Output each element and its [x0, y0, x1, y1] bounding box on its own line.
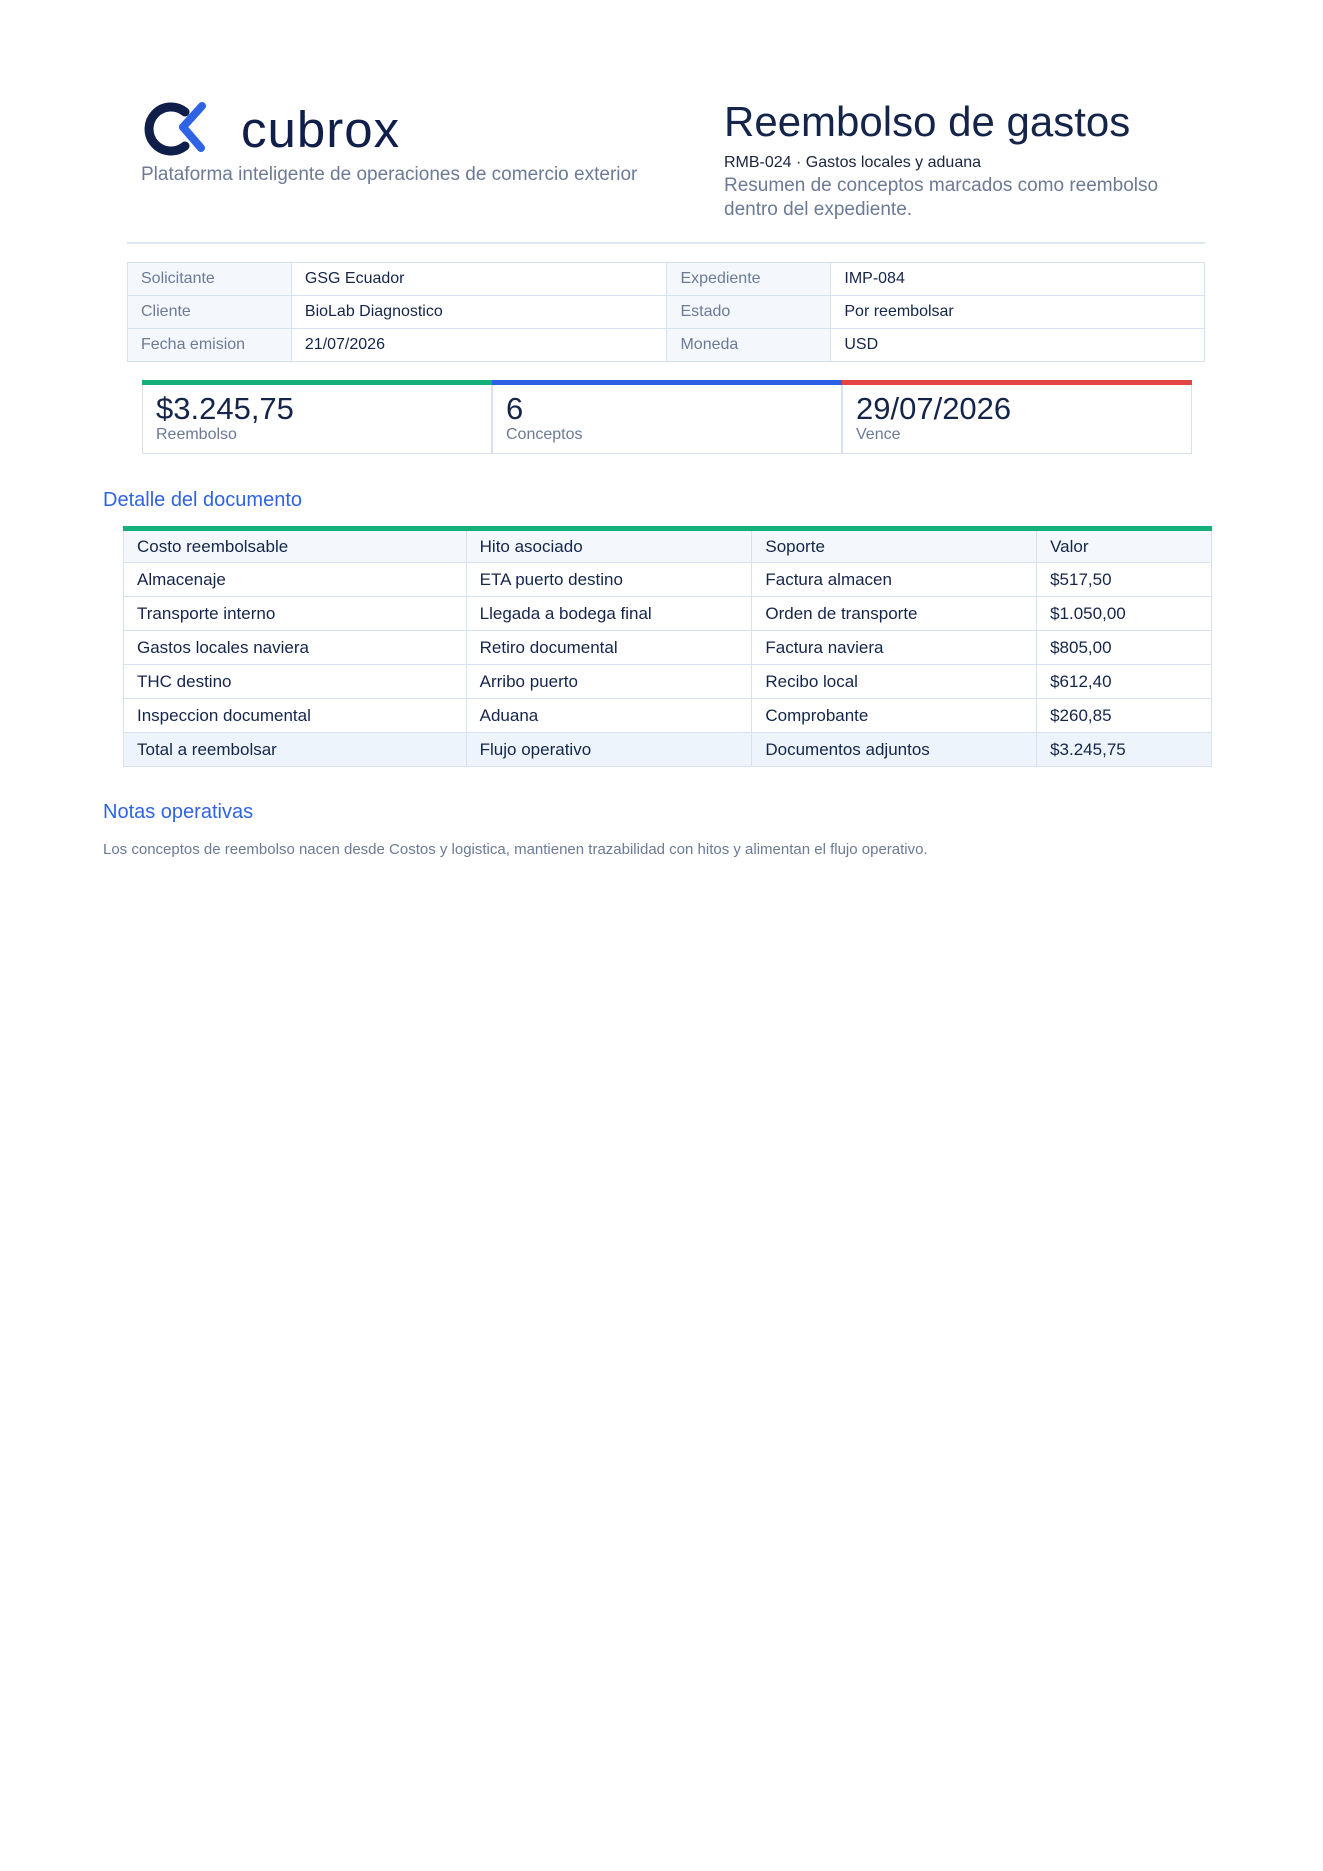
table-cell: $805,00 [1037, 631, 1212, 665]
table-cell: Comprobante [752, 699, 1037, 733]
meta-value: USD [831, 329, 1205, 362]
document-header [127, 96, 1205, 244]
total-cell: Documentos adjuntos [752, 733, 1037, 767]
detail-table [123, 526, 1212, 767]
cubrox-logo-icon [141, 96, 219, 162]
table-cell: Transporte interno [124, 597, 467, 631]
metadata-row [128, 263, 1205, 296]
table-row [124, 597, 1212, 631]
table-cell: THC destino [124, 665, 467, 699]
kpi-value: 29/07/2026 [856, 391, 1012, 426]
metadata-row [128, 296, 1205, 329]
table-cell: Gastos locales naviera [124, 631, 467, 665]
kpi-value: $3.245,75 [156, 391, 294, 426]
kpi-conceptos [492, 380, 842, 454]
table-row [124, 699, 1212, 733]
title-block [724, 96, 1194, 222]
column-header: Hito asociado [466, 529, 752, 563]
meta-value: IMP-084 [831, 263, 1205, 296]
table-cell: Recibo local [752, 665, 1037, 699]
total-cell: $3.245,75 [1037, 733, 1212, 767]
notes-text: Los conceptos de reembolso nacen desde Costos y logistica, mantienen trazabilidad con hitos y alimentan el flujo operativo. [103, 841, 928, 858]
column-header: Soporte [752, 529, 1037, 563]
table-cell: Factura naviera [752, 631, 1037, 665]
document-reference: RMB-024 · Gastos locales y aduana [724, 154, 982, 171]
meta-label: Moneda [667, 329, 831, 362]
column-header: Costo reembolsable [124, 529, 467, 563]
brand-name: cubrox [241, 101, 401, 158]
brand-tagline: Plataforma inteligente de operaciones de comercio exterior [141, 164, 638, 185]
table-cell: $612,40 [1037, 665, 1212, 699]
detail-section-title: Detalle del documento [103, 489, 303, 511]
total-row [124, 733, 1212, 767]
document-description: Resumen de conceptos marcados como reembolso dentro del expediente. [724, 175, 1159, 220]
kpi-value: 6 [506, 391, 524, 426]
table-cell: ETA puerto destino [466, 563, 752, 597]
meta-label: Cliente [128, 296, 292, 329]
kpi-accent-bar [492, 380, 842, 385]
table-cell: Llegada a bodega final [466, 597, 752, 631]
detail-header-row [124, 529, 1212, 563]
table-cell: Arribo puerto [466, 665, 752, 699]
table-cell: Aduana [466, 699, 752, 733]
meta-label: Estado [667, 296, 831, 329]
meta-label: Solicitante [128, 263, 292, 296]
kpi-label: Reembolso [156, 426, 237, 443]
table-cell: Almacenaje [124, 563, 467, 597]
table-cell: $1.050,00 [1037, 597, 1212, 631]
kpi-strip [142, 380, 1192, 454]
table-cell: Orden de transporte [752, 597, 1037, 631]
notes-section-title: Notas operativas [103, 801, 254, 823]
table-row [124, 665, 1212, 699]
table-cell: Retiro documental [466, 631, 752, 665]
meta-label: Fecha emision [128, 329, 292, 362]
meta-label: Expediente [667, 263, 831, 296]
metadata-table [127, 262, 1205, 362]
kpi-vence [842, 380, 1192, 454]
meta-value: 21/07/2026 [291, 329, 667, 362]
table-cell: Inspeccion documental [124, 699, 467, 733]
kpi-label: Conceptos [506, 426, 583, 443]
kpi-accent-bar [842, 380, 1192, 385]
table-cell: $517,50 [1037, 563, 1212, 597]
meta-value: BioLab Diagnostico [291, 296, 667, 329]
meta-value: GSG Ecuador [291, 263, 667, 296]
kpi-label: Vence [856, 426, 901, 443]
column-header: Valor [1037, 529, 1212, 563]
total-cell: Total a reembolsar [124, 733, 467, 767]
meta-value: Por reembolsar [831, 296, 1205, 329]
metadata-row [128, 329, 1205, 362]
table-cell: Factura almacen [752, 563, 1037, 597]
kpi-reembolso [142, 380, 492, 454]
table-row [124, 631, 1212, 665]
total-cell: Flujo operativo [466, 733, 752, 767]
kpi-accent-bar [142, 380, 492, 385]
document-title: Reembolso de gastos [724, 98, 1131, 145]
table-cell: $260,85 [1037, 699, 1212, 733]
table-row [124, 563, 1212, 597]
